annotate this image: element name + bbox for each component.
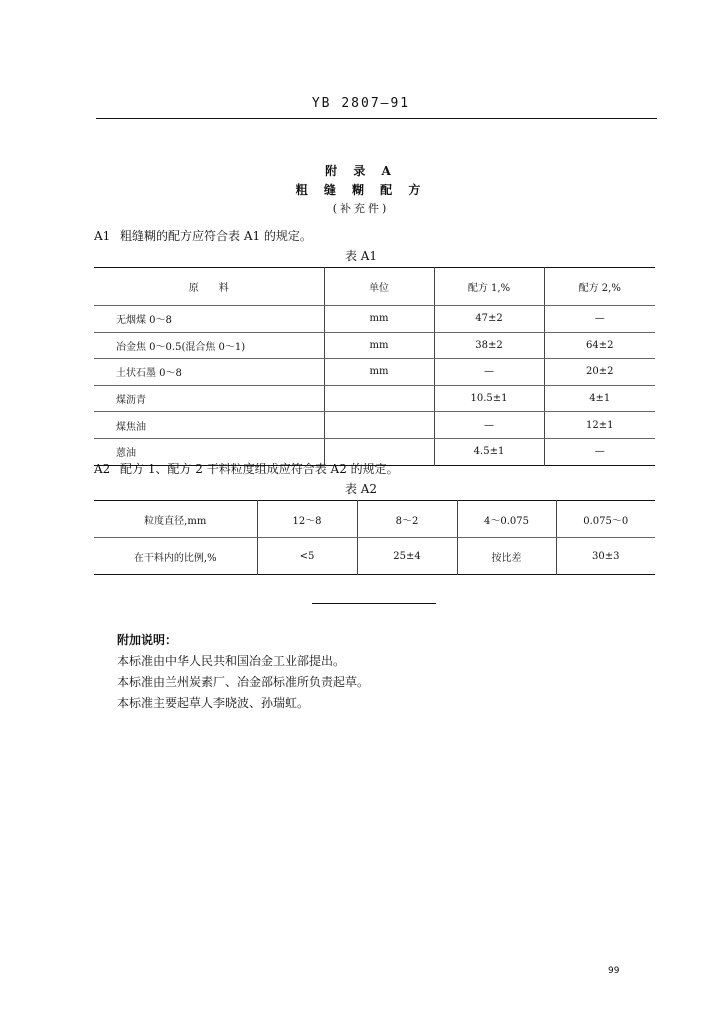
page-number: 99 xyxy=(608,966,620,976)
table-row xyxy=(94,385,655,412)
table-cell: 20±2 xyxy=(544,359,655,386)
table-header-row xyxy=(94,268,655,306)
table-cell: mm xyxy=(324,359,434,386)
table-cell: — xyxy=(434,359,544,386)
table-cell: 12±1 xyxy=(544,412,655,439)
clause-a1 xyxy=(94,227,312,244)
standard-code: YB 2807—91 xyxy=(311,96,411,111)
table-cell: mm xyxy=(324,306,434,333)
table-cell: 煤焦油 xyxy=(94,412,324,439)
table-a1 xyxy=(94,267,655,466)
table-cell: 8～2 xyxy=(357,501,457,538)
table-cell: 10.5±1 xyxy=(434,385,544,412)
table-cell: 4±1 xyxy=(544,385,655,412)
table-a2 xyxy=(94,500,655,575)
table-cell: 按比差 xyxy=(457,538,556,575)
additional-notes xyxy=(117,630,369,714)
end-rule xyxy=(312,603,436,604)
table-cell: 蒽油 xyxy=(116,448,136,460)
table-cell: <5 xyxy=(257,538,357,575)
header-cell: 配方 2,% xyxy=(544,268,655,306)
clause-text: 配方 1、配方 2 干料粒度组成应符合表 A2 的规定。 xyxy=(120,462,399,476)
table-cell: 38±2 xyxy=(434,332,544,359)
clause-a2 xyxy=(94,460,399,477)
notes-line: 本标准由兰州炭素厂、冶金部标准所负责起草。 xyxy=(117,675,370,689)
notes-line: 本标准主要起草人李晓波、孙瑞虹。 xyxy=(117,696,310,710)
appendix-note: (补充件) xyxy=(332,202,390,215)
table-cell: 粒度直径,mm xyxy=(94,501,257,538)
header-cell: 单位 xyxy=(324,268,434,306)
table-cell: — xyxy=(544,438,655,465)
table-cell: 4～0.075 xyxy=(457,501,556,538)
clause-number: A2 xyxy=(94,462,111,476)
header-cell: 原 料 xyxy=(94,268,324,306)
table-a1-caption: 表 A1 xyxy=(344,249,378,263)
table-cell: 土状石墨 0～8 xyxy=(94,359,324,386)
table-row xyxy=(94,501,655,538)
appendix-title: 粗 缝 糊 配 方 xyxy=(295,183,427,197)
appendix-label: 附 录 A xyxy=(325,164,397,178)
table-cell xyxy=(324,385,434,412)
table-cell: 冶金焦 0～0.5(混合焦 0～1) xyxy=(94,332,324,359)
table-row xyxy=(94,359,655,386)
table-cell: 煤沥青 xyxy=(94,385,324,412)
clause-number: A1 xyxy=(94,229,111,243)
table-cell: 0.075～0 xyxy=(556,501,655,538)
table-cell: 4.5±1 xyxy=(434,438,544,465)
clause-text: 粗缝糊的配方应符合表 A1 的规定。 xyxy=(120,229,312,243)
table-cell: mm xyxy=(324,332,434,359)
table-cell: 47±2 xyxy=(434,306,544,333)
table-row xyxy=(94,332,655,359)
table-row xyxy=(94,306,655,333)
table-cell: 在干料内的比例,% xyxy=(133,552,217,564)
table-cell xyxy=(324,412,434,439)
notes-title: 附加说明： xyxy=(117,633,178,647)
table-row xyxy=(94,538,655,575)
header-cell: 配方 1,% xyxy=(434,268,544,306)
table-cell: 25±4 xyxy=(357,538,457,575)
notes-line: 本标准由中华人民共和国冶金工业部提出。 xyxy=(117,654,346,668)
table-row xyxy=(94,412,655,439)
header-rule xyxy=(96,118,657,119)
table-a2-caption: 表 A2 xyxy=(344,482,378,496)
table-cell: — xyxy=(434,412,544,439)
table-cell: — xyxy=(544,306,655,333)
table-cell: 12～8 xyxy=(257,501,357,538)
table-cell: 无烟煤 0～8 xyxy=(94,306,324,333)
table-cell: 64±2 xyxy=(544,332,655,359)
table-cell: 30±3 xyxy=(556,538,655,575)
